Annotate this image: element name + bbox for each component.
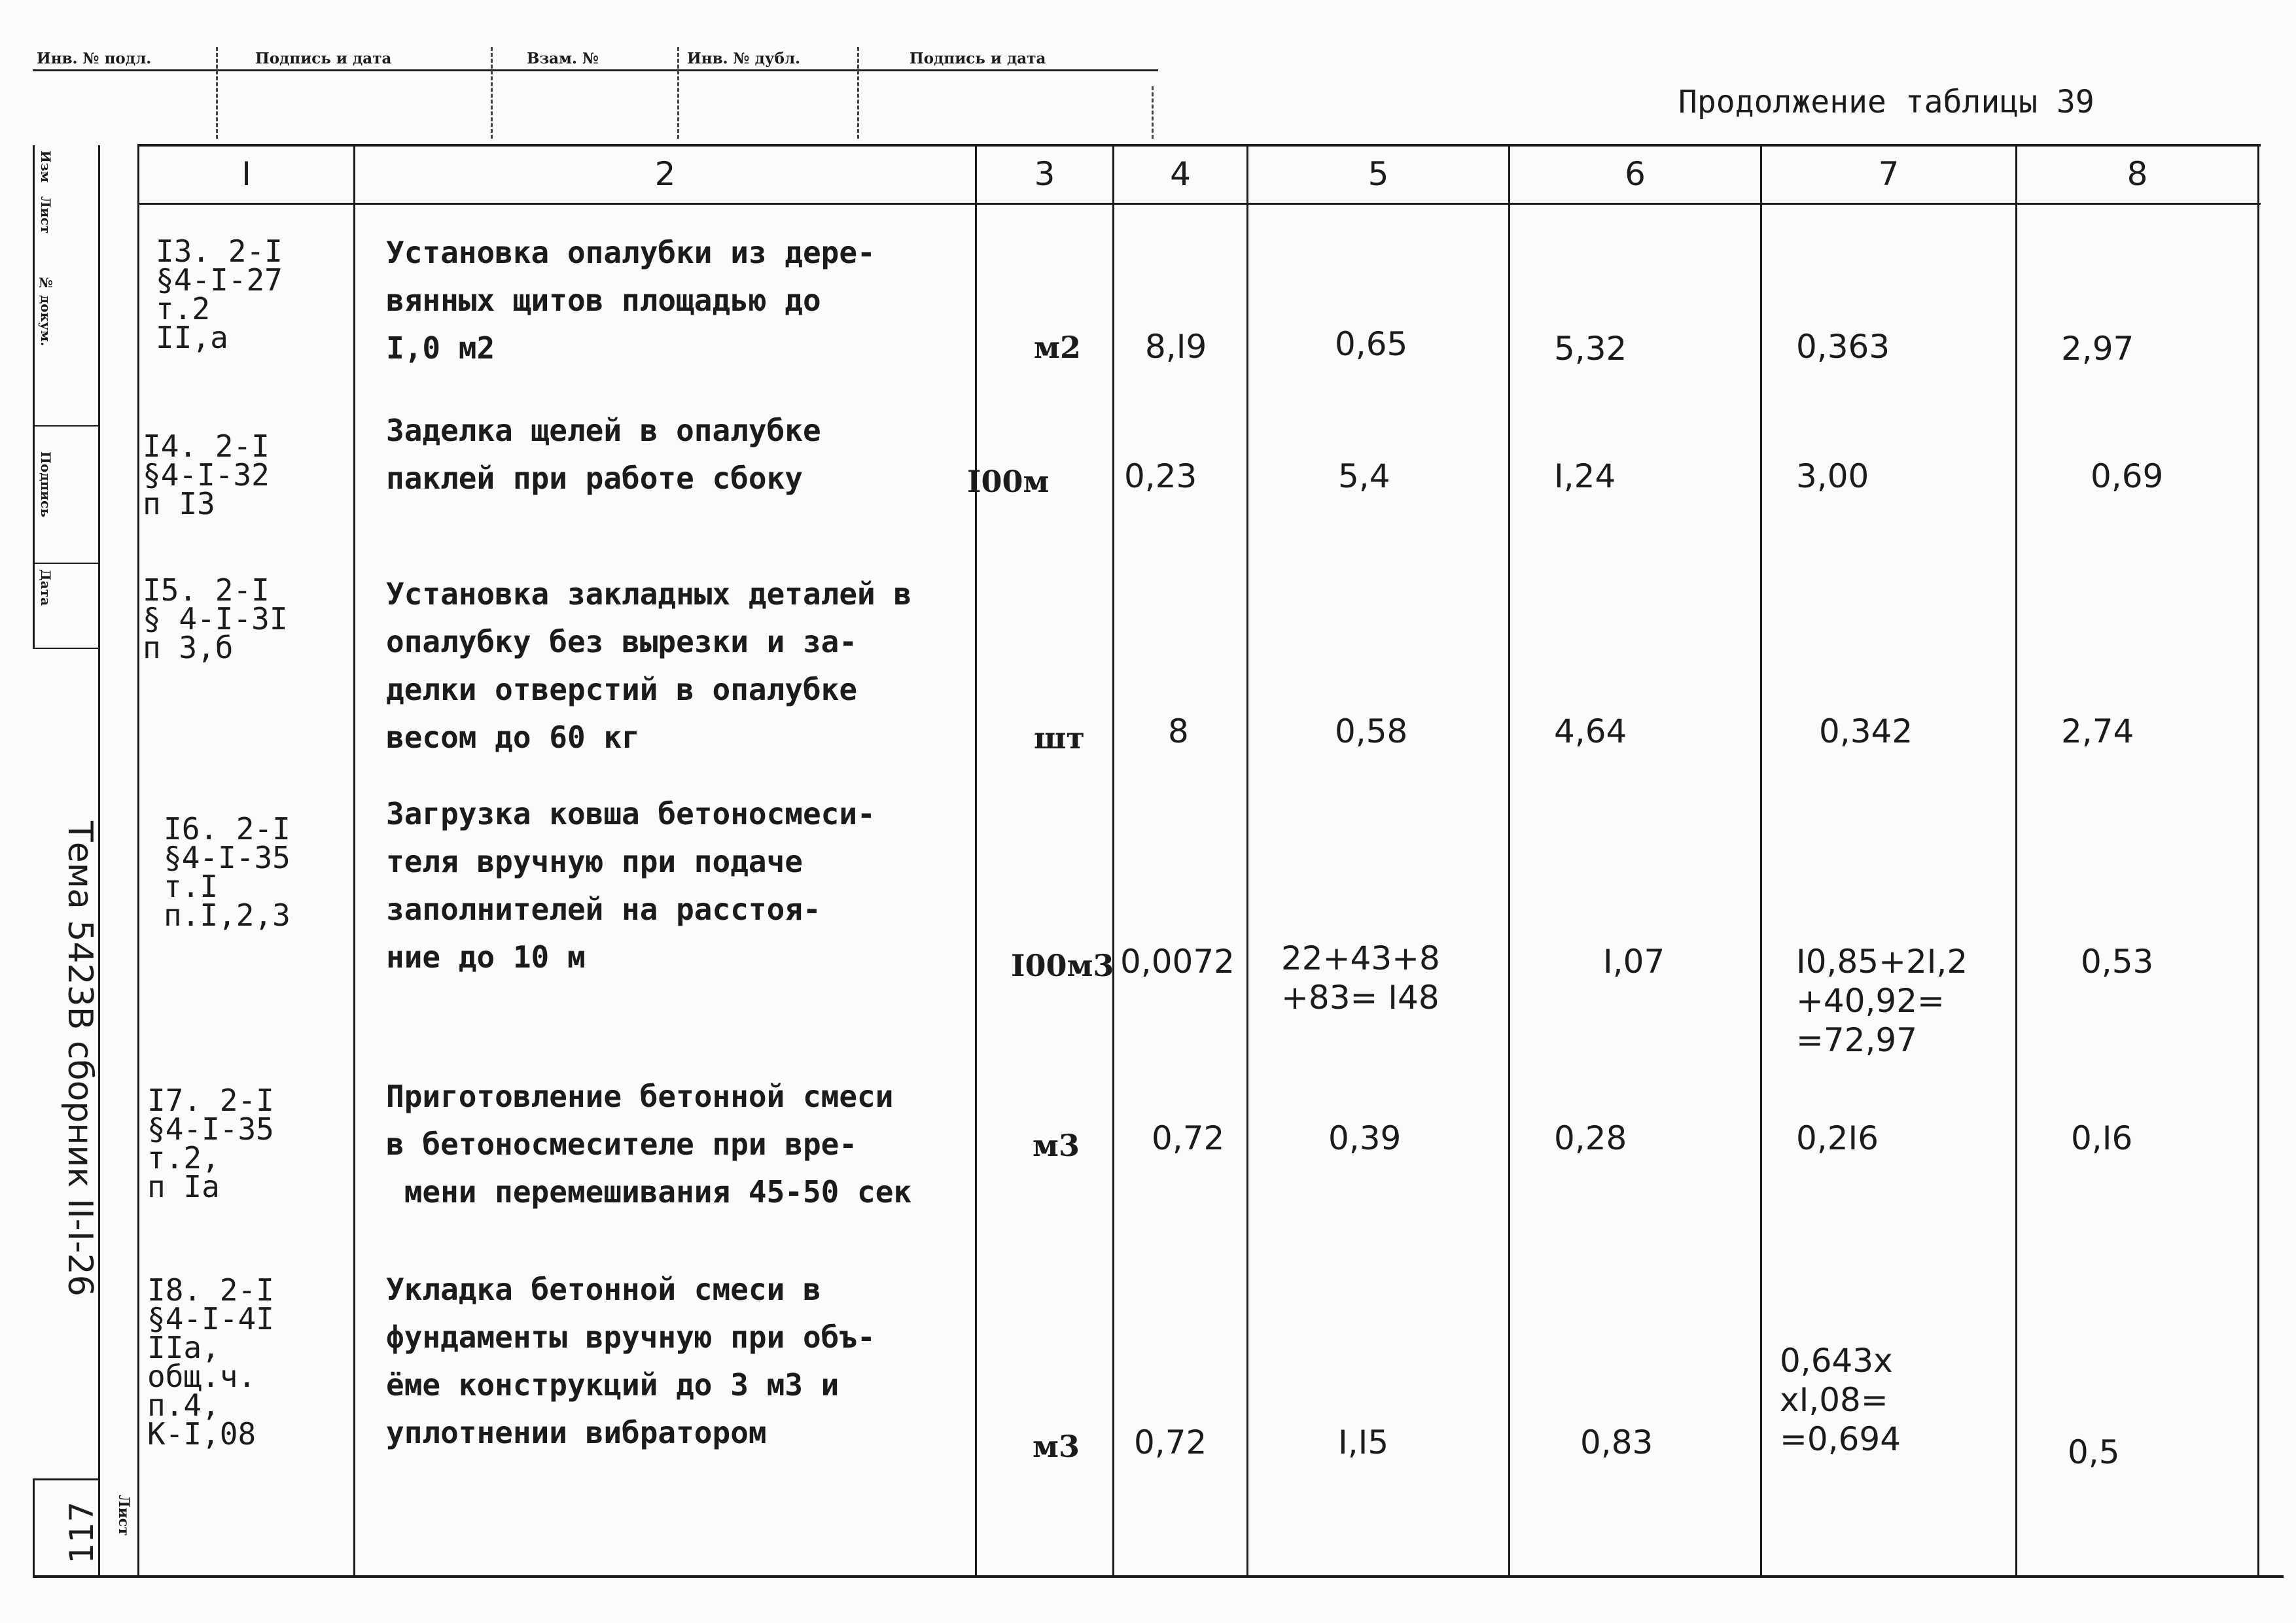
stamp-inv-dubl: Инв. № дубл. xyxy=(687,50,801,67)
col-header-5: 5 xyxy=(1368,155,1389,193)
col-header-7: 7 xyxy=(1878,155,1899,193)
row-c7: 3,00 xyxy=(1796,457,1869,495)
col-header-8: 8 xyxy=(2127,155,2148,193)
row-unit: I00м3 xyxy=(1011,948,1114,983)
row-c4: 0,72 xyxy=(1152,1119,1225,1157)
row-desc: Загрузка ковша бетоносмеси- теля вручную при подаче заполнителей на расстоя- ние до 10 м xyxy=(386,796,875,975)
row-c8: 0,5 xyxy=(2068,1433,2120,1471)
row-desc: Заделка щелей в опалубке паклей при работе сбоку xyxy=(386,413,821,496)
row-ref: I6. 2-I §4-I-35 т.I п.I,2,3 xyxy=(164,811,291,933)
row-ref: I4. 2-I §4-I-32 п I3 xyxy=(143,428,270,521)
row-ref: I5. 2-I § 4-I-3I п 3,б xyxy=(143,572,288,665)
approval-stamp xyxy=(33,47,1158,139)
stamp-inv-podl: Инв. № подл. xyxy=(37,50,152,67)
row-ref: I7. 2-I §4-I-35 т.2, п Ia xyxy=(147,1083,274,1204)
col-header-4: 4 xyxy=(1170,155,1191,193)
row-c8: 2,97 xyxy=(2061,330,2134,368)
row-c6: 5,32 xyxy=(1554,330,1627,368)
row-desc: Укладка бетонной смеси в фундаменты вручную при объ- ёме конструкций до 3 м3 и уплотнении вибратором xyxy=(386,1272,875,1450)
row-c6: 0,83 xyxy=(1580,1423,1653,1461)
row-unit: м3 xyxy=(1033,1128,1080,1163)
row-c4: 8,I9 xyxy=(1145,328,1207,366)
row-c5: 22+43+8 +83= I48 xyxy=(1281,939,1440,1017)
row-desc: Установка закладных деталей в опалубку без вырезки и за- делки отверстий в опалубке весом до 60 кг xyxy=(386,576,912,755)
row-desc: Приготовление бетонной смеси в бетоносмесителе при вре- мени перемешивания 45-50 сек xyxy=(386,1079,912,1210)
row-c5: 5,4 xyxy=(1338,457,1390,495)
sheet-label: Лист xyxy=(115,1495,132,1536)
row-c5: I,I5 xyxy=(1338,1423,1389,1461)
sheet-number: 117 xyxy=(63,1501,101,1564)
continuation-title: Продолжение таблицы 39 xyxy=(1678,84,2094,120)
row-c8: 0,53 xyxy=(2081,943,2154,981)
row-c6: 4,64 xyxy=(1554,712,1627,750)
row-c8: 0,I6 xyxy=(2071,1119,2133,1157)
row-c7: 0,643х хI,08= =0,694 xyxy=(1780,1342,1901,1458)
row-unit: шт xyxy=(1034,720,1085,756)
tema-label: Тема 5423В сборник II-I-26 xyxy=(60,821,99,1297)
row-c6: 0,28 xyxy=(1554,1119,1627,1157)
stamp-podpis-data: Подпись и дата xyxy=(255,50,392,67)
row-c7: I0,85+2I,2 +40,92= =72,97 xyxy=(1796,943,1968,1059)
row-ref: I8. 2-I §4-I-4I IIa, общ.ч. п.4, К-I,08 xyxy=(147,1272,274,1452)
row-c7: 0,363 xyxy=(1796,328,1890,366)
row-c5: 0,58 xyxy=(1335,712,1408,750)
row-c7: 0,342 xyxy=(1819,712,1913,750)
row-c6: I,24 xyxy=(1554,457,1616,495)
row-c5: 0,65 xyxy=(1335,325,1408,363)
row-c5: 0,39 xyxy=(1328,1119,1402,1157)
side-podpis: Подпись xyxy=(38,451,54,517)
row-unit: I00м xyxy=(967,464,1050,499)
col-header-6: 6 xyxy=(1625,155,1646,193)
row-c4: 8 xyxy=(1168,712,1189,750)
col-header-3: 3 xyxy=(1034,155,1055,193)
row-c8: 2,74 xyxy=(2061,712,2134,750)
side-list: Лист xyxy=(38,196,54,234)
side-data: Дата xyxy=(38,569,54,606)
row-c8: 0,69 xyxy=(2091,457,2164,495)
row-c7: 0,2I6 xyxy=(1796,1119,1879,1157)
row-c4: 0,23 xyxy=(1124,457,1197,495)
stamp-podpis-data-2: Подпись и дата xyxy=(910,50,1046,67)
col-header-2: 2 xyxy=(654,155,676,193)
row-desc: Установка опалубки из дере- вянных щитов площадью до I,0 м2 xyxy=(386,235,875,366)
side-n-dokum: № докум. xyxy=(38,275,54,347)
side-izm: Изм xyxy=(38,150,54,183)
row-unit: м2 xyxy=(1034,330,1081,365)
row-c4: 0,0072 xyxy=(1120,943,1235,981)
stamp-top-line xyxy=(33,69,1158,71)
col-header-1: I xyxy=(241,155,251,193)
row-unit: м3 xyxy=(1033,1429,1080,1464)
row-c4: 0,72 xyxy=(1134,1423,1207,1461)
stamp-vzam: Взам. № xyxy=(527,50,599,67)
row-ref: I3. 2-I §4-I-27 т.2 II,a xyxy=(156,234,283,355)
row-c6: I,07 xyxy=(1603,943,1665,981)
